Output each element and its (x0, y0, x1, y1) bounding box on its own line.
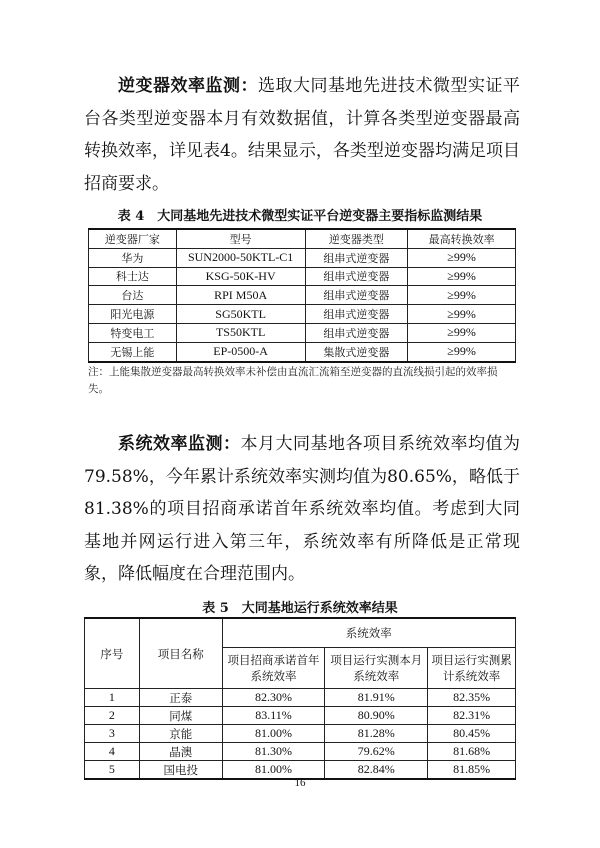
committed-efficiency: 82.30% (222, 689, 325, 707)
inverter-model: SG50KTL (176, 305, 305, 324)
system-efficiency-body: 本月大同基地各项目系统效率均值为79.58%，今年累计系统效率实测均值为80.65%，略低于81.38%的项目招商承诺首年系统效率均值。考虑到大同基地并网运行进入第三年，系统效率有所降低是正常现象，降低幅度在合理范围内。 (84, 434, 520, 584)
table4-header-model: 型号 (176, 229, 305, 248)
system-efficiency-lead: 系统效率监测： (118, 434, 241, 454)
inverter-type: 集散式逆变器 (305, 342, 408, 361)
inverter-max-efficiency: ≥99% (408, 323, 516, 342)
inverter-type: 组串式逆变器 (305, 286, 408, 305)
table-row (89, 342, 516, 361)
cumulative-efficiency: 82.31% (428, 707, 516, 725)
table-row (85, 743, 516, 761)
system-efficiency-table (84, 617, 516, 780)
table4-header-type: 逆变器类型 (305, 229, 408, 248)
inverter-vendor: 特变电工 (89, 323, 177, 342)
project-name: 同煤 (139, 707, 222, 725)
monthly-efficiency: 82.84% (325, 761, 428, 780)
inverter-vendor: 无锡上能 (89, 342, 177, 361)
monthly-efficiency: 80.90% (325, 707, 428, 725)
cumulative-efficiency: 81.68% (428, 743, 516, 761)
inverter-metrics-table (88, 228, 516, 363)
inverter-efficiency-paragraph (84, 70, 520, 200)
inverter-max-efficiency: ≥99% (408, 342, 516, 361)
page-number: 16 (294, 777, 306, 789)
inverter-max-efficiency: ≥99% (408, 248, 516, 267)
inverter-efficiency-lead: 逆变器效率监测： (118, 76, 258, 96)
table-row (85, 725, 516, 743)
monthly-efficiency: 81.91% (325, 689, 428, 707)
committed-efficiency: 81.00% (222, 725, 325, 743)
project-index: 5 (85, 761, 140, 780)
table5-header-row (85, 618, 516, 648)
table4-header-vendor: 逆变器厂家 (89, 229, 177, 248)
inverter-model: SUN2000-50KTL-C1 (176, 248, 305, 267)
table-row (85, 707, 516, 725)
inverter-model: EP-0500-A (176, 342, 305, 361)
project-name: 京能 (139, 725, 222, 743)
inverter-max-efficiency: ≥99% (408, 286, 516, 305)
table4-footnote: 注：上能集散逆变器最高转换效率未补偿由直流汇流箱至逆变器的直流线损引起的效率损失。 (88, 366, 498, 395)
table-row (89, 286, 516, 305)
table4-header-efficiency: 最高转换效率 (408, 229, 516, 248)
table4-caption: 表 4 大同基地先进技术微型实证平台逆变器主要指标监测结果 (117, 209, 483, 224)
inverter-model: TS50KTL (176, 323, 305, 342)
committed-efficiency: 81.30% (222, 743, 325, 761)
project-name: 晶澳 (139, 743, 222, 761)
inverter-type: 组串式逆变器 (305, 305, 408, 324)
committed-efficiency: 81.00% (222, 761, 325, 780)
inverter-type: 组串式逆变器 (305, 248, 408, 267)
inverter-type: 组串式逆变器 (305, 267, 408, 286)
table5-header-system-efficiency: 系统效率 (222, 618, 515, 648)
table5-header-measured-cumulative: 项目运行实测累计系统效率 (428, 648, 516, 689)
system-efficiency-paragraph (84, 428, 520, 591)
project-index: 1 (85, 689, 140, 707)
inverter-model: RPI M50A (176, 286, 305, 305)
cumulative-efficiency: 81.85% (428, 761, 516, 780)
table-row (89, 305, 516, 324)
project-index: 2 (85, 707, 140, 725)
project-name: 正泰 (139, 689, 222, 707)
monthly-efficiency: 81.28% (325, 725, 428, 743)
inverter-vendor: 台达 (89, 286, 177, 305)
inverter-efficiency-body: 选取大同基地先进技术微型实证平台各类型逆变器本月有效数据值，计算各类型逆变器最高转换效率，详见表4。结果显示，各类型逆变器均满足项目招商要求。 (84, 76, 520, 194)
inverter-vendor: 华为 (89, 248, 177, 267)
table-row (89, 323, 516, 342)
table-row (89, 267, 516, 286)
cumulative-efficiency: 80.45% (428, 725, 516, 743)
table5-header-committed-first-year: 项目招商承诺首年系统效率 (222, 648, 325, 689)
monthly-efficiency: 79.62% (325, 743, 428, 761)
table5-header-project: 项目名称 (139, 618, 222, 689)
inverter-vendor: 阳光电源 (89, 305, 177, 324)
table5-header-index: 序号 (85, 618, 140, 689)
table-row (89, 248, 516, 267)
inverter-vendor: 科士达 (89, 267, 177, 286)
project-index: 3 (85, 725, 140, 743)
cumulative-efficiency: 82.35% (428, 689, 516, 707)
committed-efficiency: 83.11% (222, 707, 325, 725)
table-row (85, 689, 516, 707)
table5-header-measured-month: 项目运行实测本月系统效率 (325, 648, 428, 689)
inverter-model: KSG-50K-HV (176, 267, 305, 286)
inverter-max-efficiency: ≥99% (408, 305, 516, 324)
project-name: 国电投 (139, 761, 222, 780)
inverter-type: 组串式逆变器 (305, 323, 408, 342)
inverter-max-efficiency: ≥99% (408, 267, 516, 286)
table4-header-row (89, 229, 516, 248)
table5-caption: 表 5 大同基地运行系统效率结果 (202, 601, 398, 616)
project-index: 4 (85, 743, 140, 761)
